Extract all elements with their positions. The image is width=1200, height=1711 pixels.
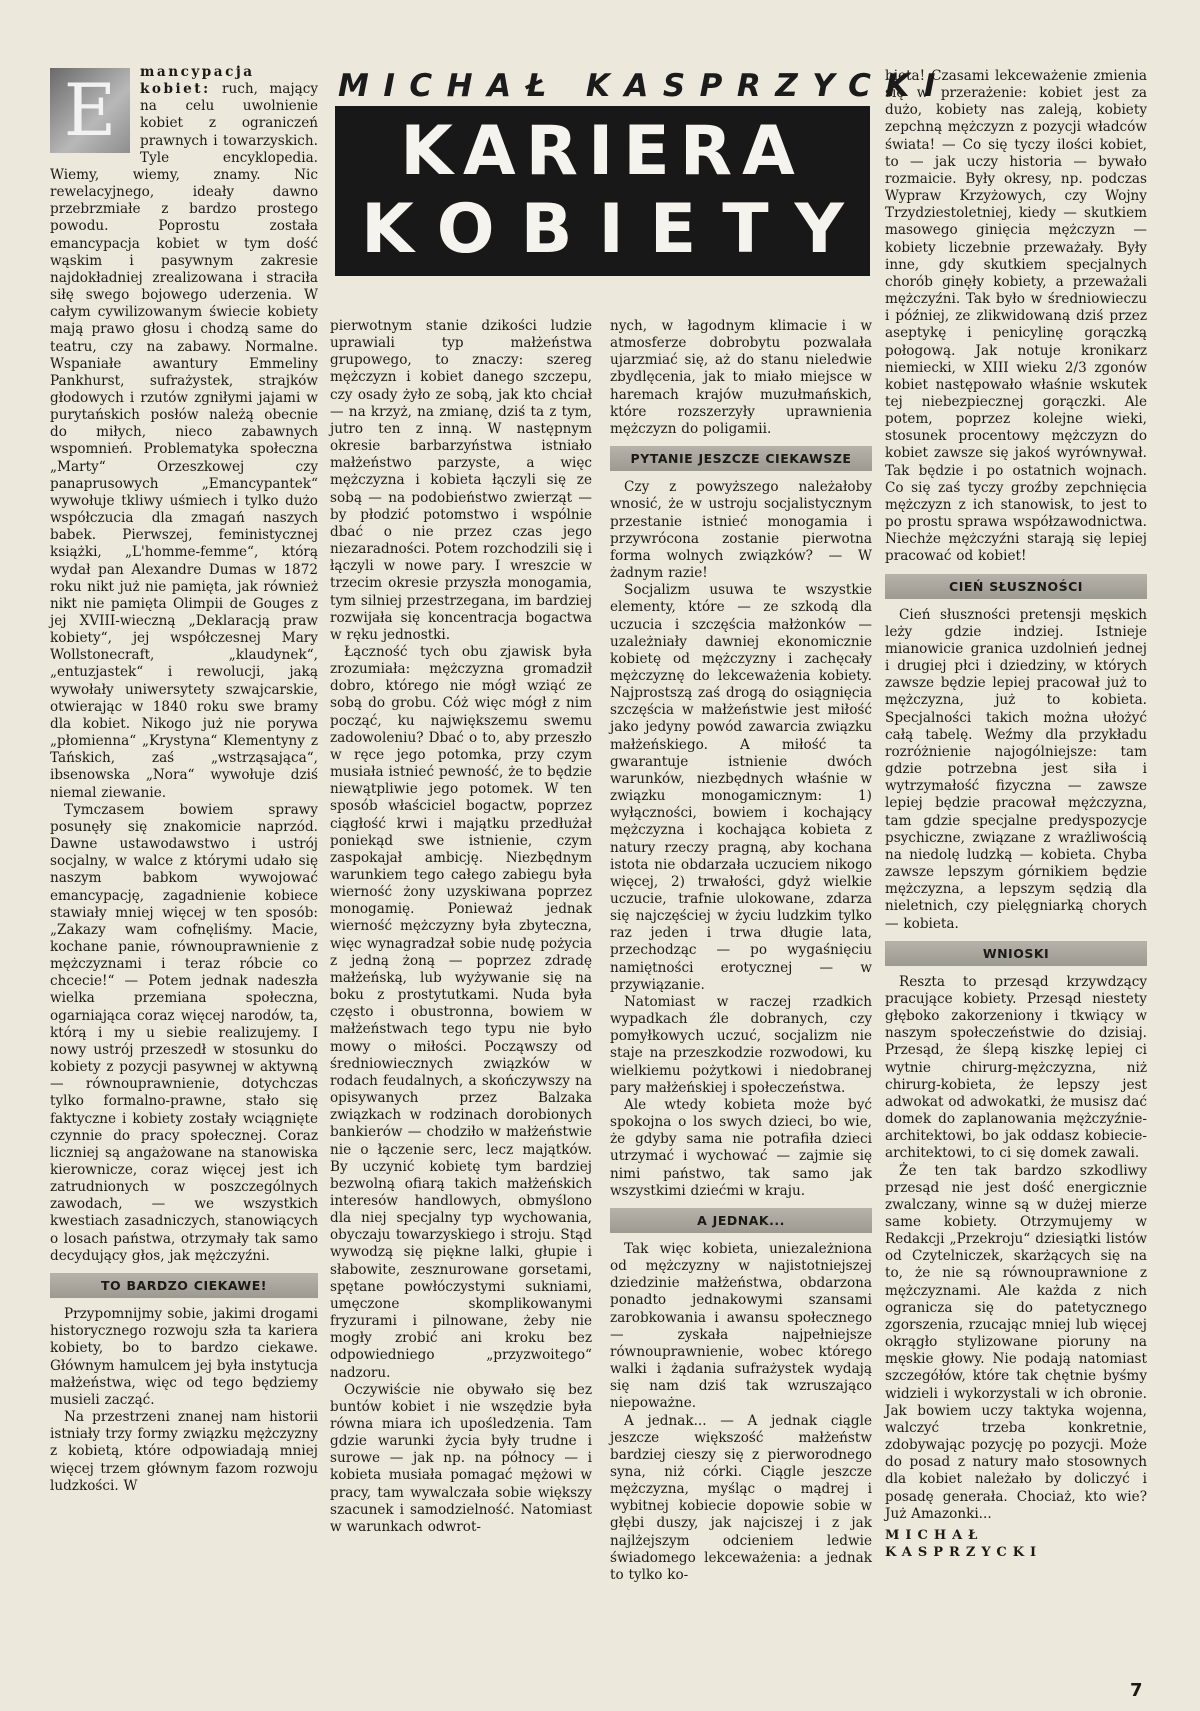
paragraph: Tak więc kobieta, uniezależniona od mężczyzny w najistotniejszej dziedzinie małżeństwa, obdarzona ponadto jednakowymi szansami zarobkowania i awansu społecznego — zyskała najpełniejsze równouprawnienie, wobec którego walki i żądania sufrażystek wydają się nam dziś tak wzruszająco niepoważne. (610, 1240, 872, 1412)
paragraph: Tymczasem bowiem sprawy posunęły się znakomicie naprzód. Dawne ustawodawstwo i ustrój socjalny, w walce z którymi udało się naszym babkom wywojować emancypację, zagadnienie kobiece stawiały mniej więcej w ten sposób: „Zakazy wam cofnęliśmy. Macie, kochane panie, równouprawnienie z mężczyznami i teraz róbcie co chcecie!“ — Potem jednak nadeszła wielka przemiana społeczna, ogarniająca coraz więcej narodów, ta, którą i my u siebie realizujemy. I nowy ustrój przeszedł w stosunku do kobiety z pozycji pasywnej w aktywną — równouprawnienie, dotychczas tylko formalno-prawne, stało się faktyczne i kobiety zostały wciągnięte czynnie do pracy społecznej. Coraz liczniej są angażowane na stanowiska kierownicze, coraz więcej jest ich zatrudnionych w poszczególnych zawodach, — we wszystkich kwestiach zasadniczych, stanowiących o losach państwa, otrzymały tak samo decydujący głos, jak mężczyźni. (50, 801, 318, 1264)
paragraph: A jednak... — A jednak ciągle jeszcze większość małżeństw bardziej cieszy się z pierworodnego syna, niż córki. Ciągle jeszcze mężczyzna, myśląc o mądrej i wybitnej kobiecie dopowie sobie w głębi duszy, jak najciszej i z jak najlżejszym odcieniem ledwie świadomego lekceważenia: a jednak to tylko ko- (610, 1412, 872, 1583)
paragraph: Czy z powyższego należałoby wnosić, że w ustroju socjalistycznym przestanie istnieć monogamia i przywrócona zostanie pierwotna forma wolnych związków? — W żadnym razie! (610, 479, 872, 582)
paragraph: pierwotnym stanie dzikości ludzie uprawiali typ małżeństwa grupowego, to znaczy: szereg mężczyzn i kobiet danego szczepu, czy osady żyło ze sobą, jak kto chciał — na krzyż, na zmianę, dziś ta z tym, jutro ten z inną. W następnym okresie barbarzyństwa istniało małżeństwo parzyste, a więc mężczyzna i kobieta łączyli się ze sobą — na podobieństwo zwierząt — by płodzić potomstwo i wspólnie dbać o nie przez czas jego niezaradności. Potem rozchodzili się i łączyli w nowe pary. I wreszcie w trzecim okresie przyszła monogamia, tym silniej przestrzegana, im bardziej rozwijała się koncentracja bogactwa w ręku jednostki. (330, 318, 592, 643)
text-column-4 (885, 68, 1147, 1561)
article-title-line2: KOBIETY (361, 190, 870, 269)
paragraph: Reszta to przesąd krzywdzący pracujące kobiety. Przesąd niestety głęboko zakorzeniony i tkwiący w naszym społeczeństwie do dzisiaj. Przesąd, że ślepą kiszkę lepiej ci wytnie chirurg-mężczyzna, niż chirurg-kobieta, że lepszy jest adwokat od adwokatki, że musisz dać domek do zaplanowania mężczyźnie-architektowi, bo jak oddasz kobiecie-architektowi, to ci się domek zawali. (885, 973, 1147, 1162)
paragraph: Że ten tak bardzo szkodliwy przesąd nie jest dość energicznie zwalczany, winne są w dużej mierze same kobiety. Otrzymujemy w Redakcji „Przekroju“ dziesiątki listów od Czytelniczek, skarżących się na to, że nie są równouprawnione z mężczyznami. Ale każda z nich ogranicza się do patetycznego zgorszenia, rzucając mniej lub więcej okrągło stylizowane pioruny na męskie głowy. Nie podają natomiast szczegółów, które tak chętnie byśmy widzieli i wykorzystali w ich obronie. Jak bowiem uczy taktyka wojenna, walczyć trzeba konkretnie, zdobywając pozycję po pozycji. Może do posad z natury mało stosownych dla kobiet należało by doliczyć i posadę generała. Chociaż, kto wie? Już Amazonki... (885, 1162, 1147, 1522)
article-author-header: MICHAŁ KASPRZYCKI (338, 68, 950, 104)
drop-cap: E (50, 68, 130, 153)
paragraph: Na przestrzeni znanej nam historii istniały trzy formy związku mężczyzny z kobietą, które odpowiadają mniej więcej trzem głównym fazom rozwoju ludzkości. W (50, 1409, 318, 1494)
article-title-line1: KARIERA (400, 112, 805, 191)
text-column-1 (50, 64, 318, 1495)
intro-spaced-text: mancypacja kobiet: (140, 64, 255, 98)
section-subhead: PYTANIE JESZCZE CIEKAWSZE (610, 446, 872, 471)
text-column-2 (330, 318, 592, 1536)
section-subhead: A JEDNAK... (610, 1208, 872, 1233)
paragraph: Socjalizm usuwa te wszystkie elementy, które — ze szkodą dla uczucia i szczęścia małżonków — uzależniały dawniej ekonomicznie kobietę od mężczyzny i zachęcały mężczyznę do lekceważenia kobiety. Najprostszą zaś drogą do osiągnięcia szczęścia w małżeństwie jest miłość jako jedyny powód zawarcia związku małżeńskiego. A miłość ta gwarantuje istnienie dwóch warunków, niezbędnych właśnie w związku monogamicznym: 1) wyłączności, bowiem i kochający mężczyzna i kochająca kobieta z natury rzeczy pragną, aby kochana istota nie obdarzała uczuciem nikogo więcej, 2) trwałości, gdyż wielkie uczucie, trafnie ulokowane, zdarza się najczęściej w życiu ludzkim tylko raz jeden i trwa długie lata, przechodząc — po wygaśnięciu namiętności erotycznej — w przywiązanie. (610, 582, 872, 993)
paragraph: bieta! Czasami lekceważenie zmienia się w przerażenie: kobiet jest za dużo, kobiety nas zaleją, kobiety zepchną mężczyzn z pozycji władców świata! — Co się tyczy ilości kobiet, to — jak uczy historia — bywało rozmaicie. Były okresy, np. podczas Wypraw Krzyżowych, czy Wojny Trzydziestoletniej, kiedy — skutkiem masowego ginięcia mężczyzn — kobiety liczebnie przeważały. Były inne, gdy skutkiem specjalnych chorób ginęły kobiety, a przeważali mężczyźni. Tak było w średniowieczu i później, ze zlikwidowaną dziś przez aseptykę i penicylinę gorączką połogową. Jak notuje kronikarz niemiecki, w XIII wieku 2/3 zgonów kobiet następowało właśnie wskutek tej niebezpiecznej gorączki. Ale potem, poprzez kolejne wieki, stosunek procentowy mężczyzn do kobiet zawsze się jakoś wyrównywał. Tak będzie i po ostatnich wojnach. Co się zaś tyczy groźby zepchnięcia mężczyzn z ich stanowisk, to jest to po prostu sprawa współzawodnictwa. Niechże mężczyźni starają się lepiej pracować od kobiet! (885, 68, 1147, 565)
section-subhead: WNIOSKI (885, 941, 1147, 966)
author-signature: MICHAŁ KASPRZYCKI (885, 1527, 1043, 1560)
paragraph: Łączność tych obu zjawisk była zrozumiała: mężczyzna gromadził dobro, którego nie mógł wziąć ze sobą do grobu. Cóż więc mógł z nim począć, ku największemu swemu zadowoleniu? Dbać o to, aby przeszło w ręce jego potomka, przy czym musiała istnieć pewność, że to będzie niewątpliwie jego potomek. W ten sposób właściciel bogactw, poprzez ciągłość krwi i majątku przedłużał poniekąd swe istnienie, czym zaspokajał ambicję. Niezbędnym warunkiem tego całego zabiegu była wierność żony uzyskiwana poprzez monogamię. Ponieważ jednak wierność mężczyzny była zbyteczna, więc wynagradzał sobie nudę pożycia z jedną żoną — poprzez zdradę małżeńską, lub wyżywanie się na boku z prostytutkami. Nuda była często i obustronna, bowiem w małżeństwach tego typu nie było mowy o miłości. Począwszy od średniowiecznych związków w rodach feudalnych, a skończywszy na opisywanych przez Balzaka związkach w rodzinach dorobionych bankierów — chodziło w małżeństwie nie o łączenie serc, lecz majątków. By uczynić kobietę tym bardziej bezwolną ofiarą takich małżeńskich interesów handlowych, obmyślono dla niej specjalny typ wychowania, obyczaju towarzyskiego i stroju. Stąd wywodzą się piękne lalki, głupie i słabowite, zesznurowane gorsetami, spętane powłóczystymi sukniami, umęczone skomplikowanymi fryzurami i pilnowane, żeby nie mogły zrobić ani kroku bez odpowiedniego „przyzwoitego“ nadzoru. (330, 643, 592, 1381)
paragraph: Oczywiście nie obywało się bez buntów kobiet i nie wszędzie była równa miara ich upośledzenia. Tam gdzie warunki życia były trudne i surowe — jak np. na północy — i kobieta musiała pomagać mężowi w pracy, tam wywalczała sobie większy szacunek i samodzielność. Natomiast w warunkach odwrot- (330, 1381, 592, 1535)
paragraph: Przypomnijmy sobie, jakimi drogami historycznego rozwoju szła ta kariera kobiety, bo to bardzo ciekawe. Głównym hamulcem jej była instytucja małżeństwa, więc od tego będziemy musieli zacząć. (50, 1306, 318, 1408)
paragraph: mancypacja kobiet: ruch, mający na celu uwolnienie kobiet z ograniczeń prawnych i towarzyskich. Tyle encyklopedia. Wiemy, wiemy, znamy. Nic rewelacyjnego, ideały dawno przebrzmiałe z bardzo prostego powodu. Poprostu została emancypacja kobiet w tym dość wąskim i pasywnym zakresie najdokładniej zrealizowana i straciła siłę swego bojowego uderzenia. W całym cywilizowanym świecie kobiety mają prawo głosu i chodzą same do teatru, czy na zabawy. Normalne. Wspaniałe awantury Emmeliny Pankhurst, sufrażystek, strajków głodowych i rzutów zgniłymi jajami w purytańskich posłów należą obecnie do miłych, nieco zabawnych wspomnień. Problematyka społeczna „Marty“ Orzeszkowej czy panaprusowych „Emancypantek“ wywołuje tkliwy uśmiech i tylko dużo współczucia dla zmagań naszych babek. Pierwszej, feministycznej książki, „L'homme-femme“, którą wydał pan Alexandre Dumas w 1872 roku nikt już nie pamięta, jak również nikt nie pamięta Olimpii de Gouges z jej XVIII-wieczną „Deklaracją praw kobiety“, jej współczesnej Mary Wollstonecraft, „klaudynek“, „entuzjastek“ i rewolucji, jaką wywołały uniwersytety szwajcarskie, otwierając w 1840 roku swe bramy dla kobiet. Nikogo już nie porywa „płomienna“ „Krystyna“ Klementyny z Tańskich, zaś „wstrząsająca“, ibsenowska „Nora“ wywołuje dziś niemal ziewanie. (50, 64, 318, 801)
section-subhead: CIEŃ SŁUSZNOŚCI (885, 574, 1147, 599)
paragraph: nych, w łagodnym klimacie i w atmosferze dobrobytu pozwalała ujarzmiać się, aż do stanu nieledwie zbydlęcenia, jak to miało miejsce w haremach krajów muzułmańskich, które rozszerzyły uprawnienia mężczyzn do poligamii. (610, 318, 872, 437)
paragraph: Natomiast w raczej rzadkich wypadkach źle dobranych, czy pomyłkowych uczuć, socjalizm nie staje na przeszkodzie rozwodowi, ku wielkiemu pożytkowi i niedobranej pary małżeńskiej i społeczeństwa. (610, 993, 872, 1096)
section-subhead: TO BARDZO CIEKAWE! (50, 1273, 318, 1298)
paragraph: Cień słuszności pretensji męskich leży gdzie indziej. Istnieje mianowicie granica uzdolnień jednej i drugiej płci i dziedziny, w których zawsze będzie lepiej pracował już to mężczyzna, już to kobieta. Specjalności takich można ułożyć całą tabelę. Weźmy dla przykładu rozróżnienie najogólniejsze: tam gdzie potrzebna jest siła i wytrzymałość fizyczna — zawsze lepiej będzie pracował mężczyzna, tam gdzie specjalne predyspozycje psychiczne, związane z wrażliwością na niedolę ludzką — kobieta. Chyba zawsze lepszym górnikiem będzie mężczyzna, a lepszym sędzią dla nieletnich, czy pielęgniarką chorych — kobieta. (885, 606, 1147, 932)
article-title-block (335, 106, 870, 276)
page-number: 7 (1130, 1680, 1143, 1701)
text-column-3 (610, 318, 872, 1584)
paragraph: Ale wtedy kobieta może być spokojna o los swych dzieci, bo wie, że gdyby sama nie potrafiła dzieci utrzymać i wychować — zajmie się nimi państwo, tak samo jak wszystkimi dziećmi w kraju. (610, 1096, 872, 1199)
